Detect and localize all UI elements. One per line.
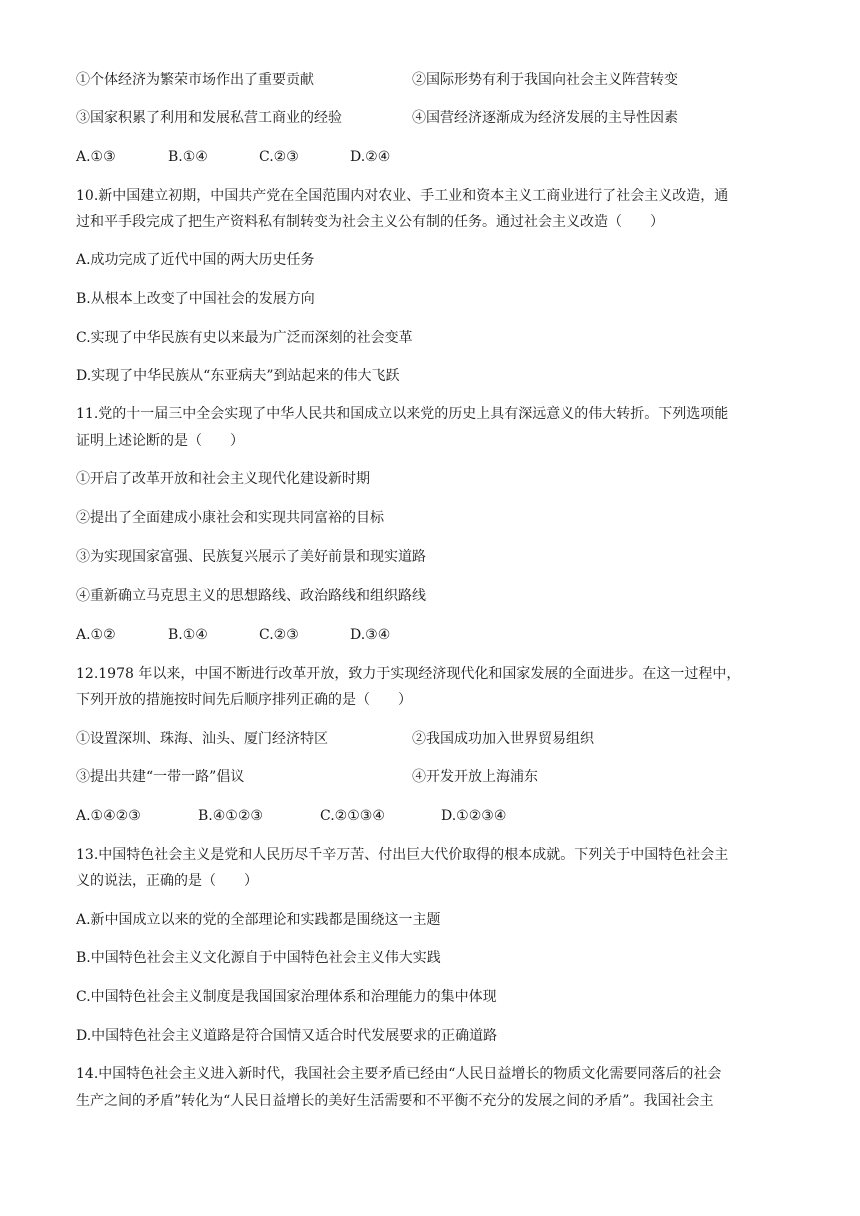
q13-stem-line2: 义的说法，正确的是（ ）	[76, 873, 258, 889]
q9-option-d: D.②④	[350, 149, 391, 165]
q10-stem-line2: 过和平手段完成了把生产资料私有制转变为社会主义公有制的任务。通过社会主义改造（ ）	[76, 214, 664, 230]
q11-item-2: ②提出了全面建成小康社会和实现共同富裕的目标	[76, 510, 384, 526]
q9-item-2: ②国际形势有利于我国向社会主义阵营转变	[412, 72, 678, 88]
q9-option-c: C.②③	[259, 149, 299, 165]
q13-option-c: C.中国特色社会主义制度是我国国家治理体系和治理能力的集中体现	[76, 989, 497, 1005]
q11-option-c: C.②③	[259, 627, 299, 643]
q9-item-1: ①个体经济为繁荣市场作出了重要贡献	[76, 72, 314, 88]
q13-option-b: B.中国特色社会主义文化源自于中国特色社会主义伟大实践	[76, 950, 441, 966]
q12-stem-line1: 12.1978 年以来，中国不断进行改革开放，致力于实现经济现代化和国家发展的全面进步。在这一过程中，	[76, 666, 741, 682]
q11-option-d: D.③④	[350, 627, 391, 643]
q11-option-b: B.①④	[168, 627, 208, 643]
q12-option-a: A.①④②③	[76, 808, 141, 824]
q9-option-b: B.①④	[168, 149, 208, 165]
q12-item-2: ②我国成功加入世界贸易组织	[412, 731, 594, 747]
q10-option-d: D.实现了中华民族从“东亚病夫”到站起来的伟大飞跃	[76, 368, 400, 384]
q10-option-a: A.成功完成了近代中国的两大历史任务	[76, 252, 315, 268]
q10-stem-line1: 10.新中国建立初期，中国共产党在全国范围内对农业、手工业和资本主义工商业进行了社会主义改造，通	[76, 188, 729, 204]
q10-option-c: C.实现了中华民族有史以来最为广泛而深刻的社会变革	[76, 330, 413, 346]
q11-item-1: ①开启了改革开放和社会主义现代化建设新时期	[76, 471, 370, 487]
q13-option-a: A.新中国成立以来的党的全部理论和实践都是围绕这一主题	[76, 912, 441, 928]
q12-item-1: ①设置深圳、珠海、汕头、厦门经济特区	[76, 731, 328, 747]
q11-item-4: ④重新确立马克思主义的思想路线、政治路线和组织路线	[76, 588, 426, 604]
q9-item-4: ④国营经济逐渐成为经济发展的主导性因素	[412, 110, 678, 126]
q11-item-3: ③为实现国家富强、民族复兴展示了美好前景和现实道路	[76, 549, 426, 565]
q14-stem-line1: 14.中国特色社会主义进入新时代，我国社会主要矛盾已经由“人民日益增长的物质文化需要同落后的社会	[76, 1066, 722, 1082]
q10-option-b: B.从根本上改变了中国社会的发展方向	[76, 291, 315, 307]
q12-option-b: B.④①②③	[198, 808, 263, 824]
q11-option-a: A.①②	[76, 627, 116, 643]
q12-item-3: ③提出共建“一带一路”倡议	[76, 769, 245, 785]
q13-option-d: D.中国特色社会主义道路是符合国情又适合时代发展要求的正确道路	[76, 1028, 498, 1044]
q11-stem-line2: 证明上述论断的是（ ）	[76, 433, 244, 449]
q12-stem-line2: 下列开放的措施按时间先后顺序排列正确的是（ ）	[76, 692, 412, 708]
q12-item-4: ④开发开放上海浦东	[412, 769, 538, 785]
q12-option-c: C.②①③④	[320, 808, 385, 824]
q9-item-3: ③国家积累了利用和发展私营工商业的经验	[76, 110, 342, 126]
q14-stem-line2: 生产之间的矛盾”转化为“人民日益增长的美好生活需要和不平衡不充分的发展之间的矛盾”。我国社会主	[76, 1093, 714, 1109]
q13-stem-line1: 13.中国特色社会主义是党和人民历尽千辛万苦、付出巨大代价取得的根本成就。下列关于中国特色社会主	[76, 847, 729, 863]
q12-option-d: D.①②③④	[441, 808, 507, 824]
q11-stem-line1: 11.党的十一届三中全会实现了中华人民共和国成立以来党的历史上具有深远意义的伟大转折。下列选项能	[76, 406, 729, 422]
q9-option-a: A.①③	[76, 149, 116, 165]
